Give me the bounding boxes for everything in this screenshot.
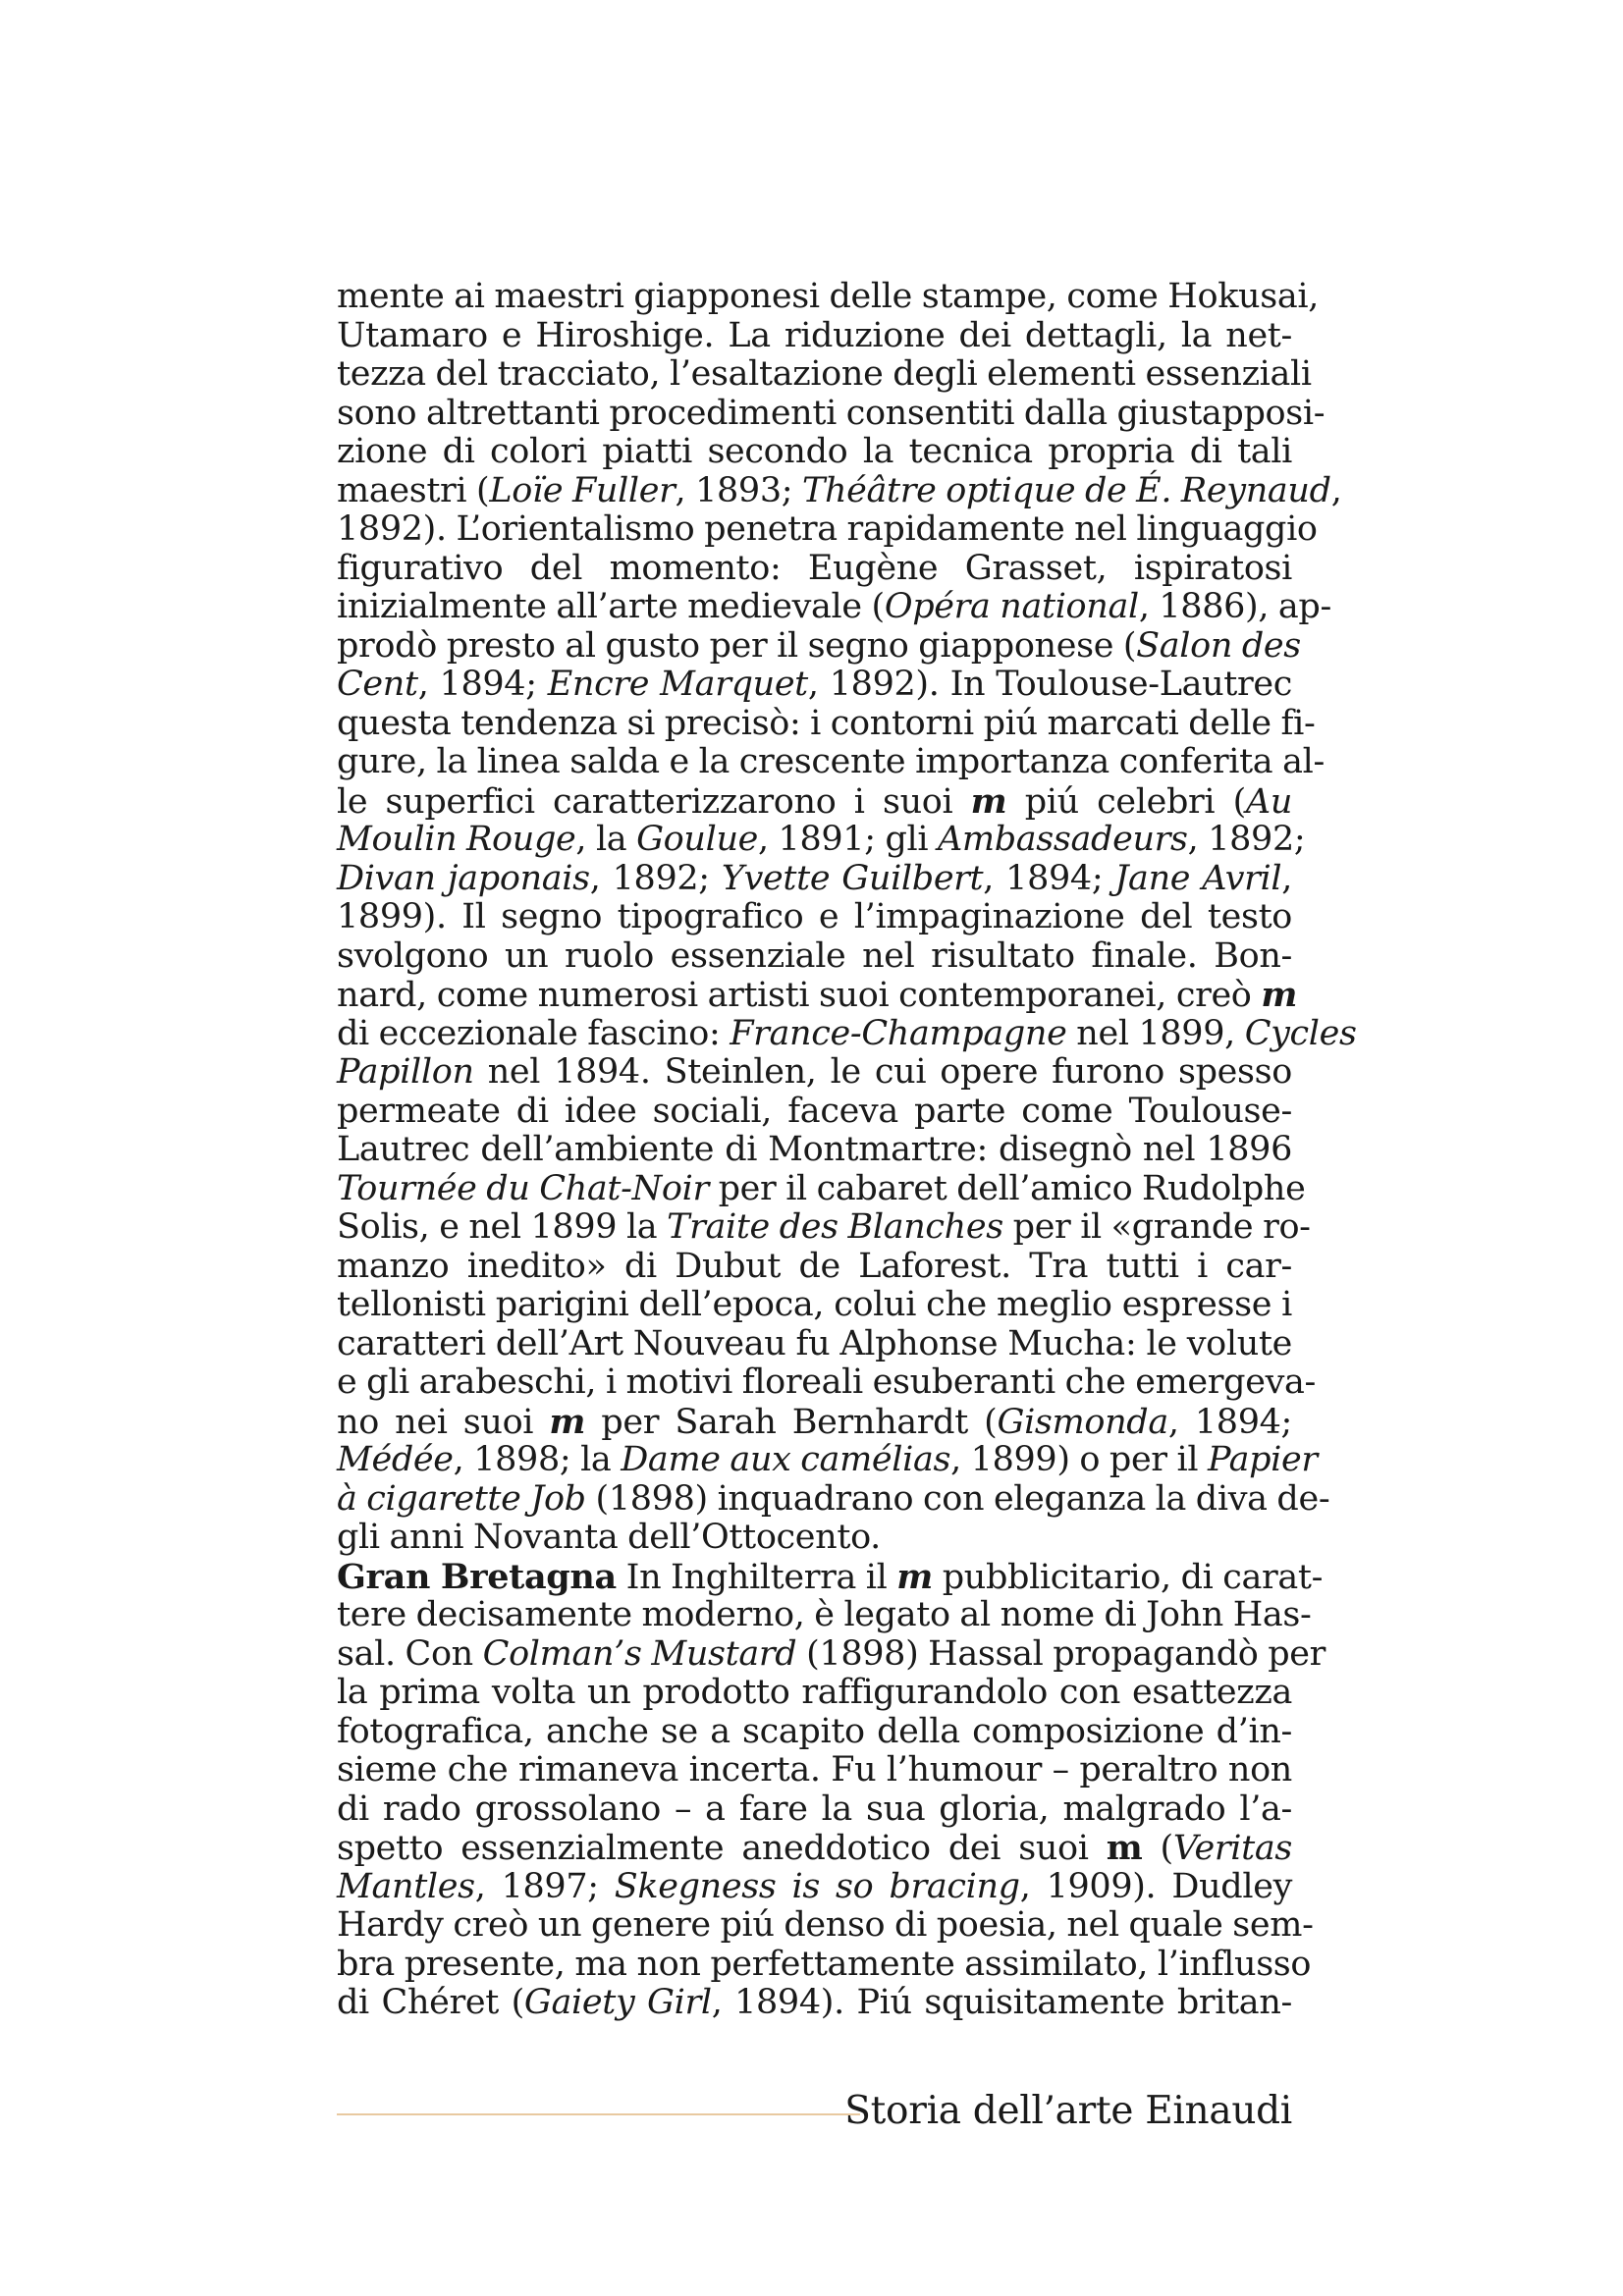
page-footer (337, 2089, 1292, 2134)
text-line (337, 666, 1292, 705)
text-run: , 1892; (1187, 820, 1306, 859)
italic-title: Tournée du Chat-Noir (337, 1168, 709, 1208)
text-line (337, 1403, 1292, 1442)
text-line (337, 393, 1325, 434)
italic-title: Yvette Guilbert (721, 858, 984, 898)
text-line (337, 1595, 1312, 1635)
text-line (337, 860, 1292, 899)
italic-title: Goulue (636, 820, 758, 859)
text-line (337, 470, 1342, 511)
entry-abbreviation: m (549, 1401, 586, 1442)
text-run: , 1893; (675, 470, 802, 510)
italic-title: Dame aux camélias (621, 1440, 951, 1479)
text-run: questa tendenza si precisò: i contorni piú marcati delle fi- (337, 703, 1316, 743)
italic-title: Papier (1207, 1440, 1318, 1479)
text-line (337, 1478, 1330, 1520)
text-run: ( (1142, 1829, 1173, 1868)
italic-title: Au (1245, 781, 1293, 822)
text-line (337, 1168, 1306, 1209)
text-line (337, 433, 1292, 472)
text-line (337, 1556, 1324, 1597)
entry-abbreviation: m (1106, 1828, 1143, 1868)
italic-title: Cent (337, 665, 418, 704)
italic-title: Skegness is so bracing (614, 1866, 1020, 1906)
text-run: per il cabaret dell’amico Rudolphe (708, 1168, 1306, 1208)
italic-title: Gaiety Girl (523, 1983, 712, 2022)
text-line (337, 1207, 1311, 1248)
text-line (337, 1440, 1318, 1480)
text-run: , 1897; (474, 1866, 615, 1906)
text-line (337, 317, 1292, 356)
text-line (337, 1286, 1292, 1325)
text-run: , 1898; la (453, 1440, 622, 1479)
text-run: , la (575, 820, 637, 859)
italic-title: Salon des (1136, 625, 1301, 666)
text-run: nel 1894. Steinlen, le cui opere furono spesso (473, 1052, 1292, 1092)
text-run: gli anni Novanta dell’Ottocento. (337, 1518, 881, 1557)
italic-title: Veritas (1172, 1829, 1292, 1868)
text-run: , (1330, 470, 1342, 510)
text-run: figurativo del momento: Eugène Grasset, ispiratosi (337, 548, 1292, 588)
italic-title: Colman’s Mustard (482, 1633, 797, 1674)
italic-title: Jane Avril (1114, 858, 1282, 898)
text-run: per Sarah Bernhardt ( (585, 1402, 998, 1442)
text-line (337, 1790, 1292, 1830)
text-run: permeate di idee sociali, faceva parte come Toulouse- (337, 1091, 1292, 1131)
text-line (337, 1944, 1312, 1985)
text-run: , 1886), ap- (1138, 587, 1331, 626)
text-run: Hardy creò un genere piú denso di poesia, nel quale sem- (337, 1905, 1314, 1945)
text-run: per il «grande ro- (1002, 1207, 1311, 1247)
italic-title: Papillon (337, 1052, 474, 1092)
text-run: manzo inedito» di Dubut de Laforest. Tra tutti i car- (337, 1246, 1292, 1286)
text-run: , 1899) o per il (950, 1440, 1208, 1479)
text-run: tellonisti parigini dell’epoca, colui che meglio espresse i (337, 1285, 1292, 1324)
text-run: (1898) inquadrano con eleganza la diva de- (585, 1478, 1330, 1519)
text-run: , 1892; (589, 858, 722, 898)
text-run: sono altrettanti procedimenti consentiti dalla giustapposi- (337, 393, 1325, 433)
text-run: , (1281, 858, 1293, 898)
text-run: sal. Con (337, 1633, 483, 1674)
text-run: mente ai maestri giapponesi delle stampe, come Hokusai, (337, 277, 1319, 316)
text-line (337, 782, 1292, 822)
text-line (337, 1674, 1292, 1713)
text-line (337, 550, 1292, 589)
text-run: inizialmente all’arte medievale ( (337, 587, 885, 626)
text-run: spetto essenzialmente aneddotico dei suoi (337, 1829, 1107, 1868)
text-line (337, 820, 1306, 860)
italic-title: Moulin Rouge (337, 820, 576, 859)
text-run: gure, la linea salda e la crescente importanza conferita al- (337, 742, 1325, 781)
text-line (337, 1519, 1292, 1558)
italic-title: Théâtre optique de É. Reynaud (801, 470, 1331, 510)
text-run: fotografica, anche se a scapito della composizione d’in- (337, 1711, 1292, 1751)
text-line (337, 1013, 1357, 1054)
italic-title: Médée (337, 1440, 454, 1479)
text-run: caratteri dell’Art Nouveau fu Alphonse Mucha: le volute (337, 1323, 1292, 1363)
italic-title: Gismonda (997, 1402, 1168, 1442)
italic-title: Mantles (337, 1866, 475, 1906)
text-run: le superfici caratterizzarono i suoi (337, 781, 971, 822)
text-run: zione di colori piatti secondo la tecnica propria di tali (337, 432, 1292, 471)
text-line (337, 1093, 1292, 1132)
body-text (337, 277, 1357, 2023)
text-run: e gli arabeschi, i motivi floreali esuberanti che emergeva- (337, 1362, 1316, 1402)
text-run: , 1894; (417, 665, 548, 704)
text-run: no nei suoi (337, 1402, 550, 1442)
text-run: 1892). L’orientalismo penetra rapidamente nel linguaggio (337, 509, 1318, 549)
text-run: sieme che rimaneva incerta. Fu l’humour – peraltro non (337, 1750, 1292, 1789)
text-line (337, 703, 1316, 744)
italic-title: Loïe Fuller (489, 470, 676, 510)
text-run: piú celebri ( (1006, 781, 1246, 822)
text-run: la prima volta un prodotto raffigurandolo con esattezza (337, 1673, 1292, 1712)
italic-title: Traite des Blanches (667, 1207, 1003, 1247)
text-run: bra presente, ma non perfettamente assimilato, l’influsso (337, 1944, 1312, 1984)
text-run: , 1909). Dudley (1019, 1866, 1292, 1906)
text-run: nard, come numerosi artisti suoi contemporanei, creò (337, 976, 1262, 1015)
text-run: , 1894; (1167, 1402, 1292, 1442)
text-line (337, 1248, 1292, 1287)
text-line (337, 1751, 1292, 1790)
text-run: prodò presto al gusto per il segno giapponese ( (337, 625, 1137, 666)
italic-title: Opéra national (884, 587, 1139, 626)
text-line (337, 975, 1297, 1015)
text-run: 1899). Il segno tipografico e l’impaginazione del testo (337, 897, 1292, 936)
text-run: maestri ( (337, 470, 490, 510)
text-line (337, 354, 1312, 395)
text-run: svolgono un ruolo essenziale nel risultato finale. Bon- (337, 935, 1292, 976)
italic-title: à cigarette Job (337, 1478, 586, 1519)
text-line (337, 898, 1292, 937)
italic-title: Divan japonais (337, 858, 590, 898)
text-line (337, 742, 1325, 782)
italic-title: Encre Marquet (547, 665, 808, 704)
text-run: , 1894). Piú squisitamente britan- (711, 1983, 1292, 2022)
text-line (337, 1053, 1292, 1093)
text-run: tezza del tracciato, l’esaltazione degli elementi essenziali (337, 354, 1312, 394)
text-line (337, 587, 1331, 627)
text-run: pubblicitario, di carat- (932, 1557, 1324, 1597)
text-line (337, 1131, 1292, 1170)
entry-abbreviation: m (1261, 975, 1297, 1015)
text-run: , 1892). In Toulouse-Lautrec (807, 665, 1293, 704)
text-run: , 1891; gli (758, 820, 938, 859)
text-line (337, 625, 1301, 667)
text-line (337, 1633, 1326, 1675)
text-run: Solis, e nel 1899 la (337, 1207, 668, 1247)
text-line (337, 277, 1319, 317)
text-run: Lautrec dell’ambiente di Montmartre: disegnò nel 1896 (337, 1130, 1292, 1169)
text-run: di rado grossolano – a fare la sua gloria, malgrado l’a- (337, 1789, 1292, 1829)
text-line (337, 1829, 1292, 1868)
text-run: (1898) Hassal propagandò per (796, 1633, 1326, 1674)
text-line (337, 1868, 1292, 1907)
italic-title: France-Champagne (730, 1013, 1067, 1053)
text-line (337, 1325, 1292, 1364)
text-run: Utamaro e Hiroshige. La riduzione dei dettagli, la net- (337, 315, 1292, 355)
footer-title: Storia dell’arte Einaudi (844, 2089, 1292, 2133)
text-run: nel 1899, (1066, 1013, 1245, 1053)
text-line (337, 1905, 1314, 1946)
entry-abbreviation: m (970, 780, 1007, 822)
italic-title: Ambassadeurs (937, 820, 1188, 859)
text-run: In Inghilterra il (616, 1557, 897, 1597)
text-line (337, 509, 1318, 550)
text-line (337, 937, 1292, 977)
section-heading: Gran Bretagna (337, 1556, 617, 1597)
text-run: tere decisamente moderno, è legato al nome di John Has- (337, 1595, 1312, 1634)
text-run: di eccezionale fascino: (337, 1013, 730, 1053)
italic-title: Cycles (1244, 1013, 1357, 1053)
footer-rule (337, 2113, 860, 2115)
text-line (337, 1984, 1292, 2023)
text-run: di Chéret ( (337, 1983, 524, 2022)
text-line (337, 1713, 1292, 1752)
text-line (337, 1362, 1316, 1403)
entry-abbreviation: m (896, 1556, 933, 1597)
text-run: , 1894; (983, 858, 1115, 898)
